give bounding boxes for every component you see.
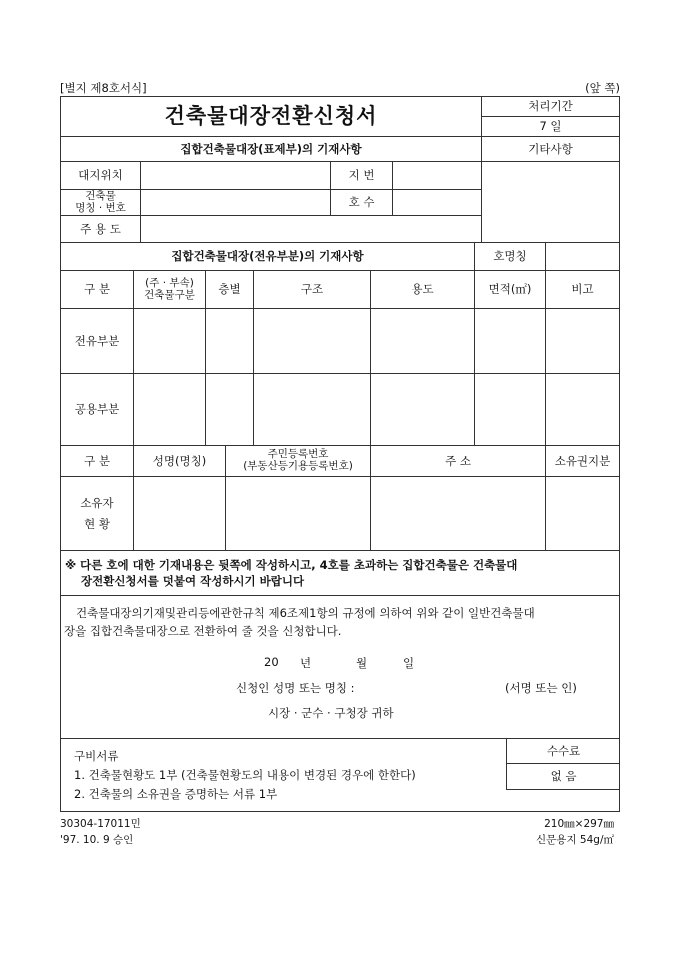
common-type-field[interactable] xyxy=(133,373,206,446)
date-day: 일 xyxy=(403,656,415,670)
owner-col-id xyxy=(225,445,371,477)
main-use-label: 주 용 도 xyxy=(60,215,141,243)
date-month: 월 xyxy=(356,656,368,670)
building-name-field[interactable] xyxy=(140,189,331,216)
unit-name-label: 호명칭 xyxy=(474,242,546,271)
owner-row-label xyxy=(60,476,134,551)
common-floor-field[interactable] xyxy=(205,373,254,446)
applicant-label: 신청인 성명 또는 명칭 : xyxy=(236,681,355,695)
notice xyxy=(60,550,620,596)
common-area-field[interactable] xyxy=(474,373,546,446)
exclusive-structure-field[interactable] xyxy=(253,308,371,374)
common-remarks-field[interactable] xyxy=(545,373,620,446)
addressee: 시장 · 군수 · 구청장 귀하 xyxy=(268,706,394,720)
col-category: 구 분 xyxy=(60,270,134,309)
documents-title: 구비서류 xyxy=(74,749,119,763)
owner-row-label-line2: 현 황 xyxy=(84,516,110,531)
col-floor: 층별 xyxy=(205,270,254,309)
section1-heading: 집합건축물대장(표제부)의 기재사항 xyxy=(60,136,482,162)
col-building-type-line1: (주 · 부속) xyxy=(145,276,194,289)
unit-count-label: 호 수 xyxy=(330,189,393,216)
owner-id-field[interactable] xyxy=(225,476,371,551)
exclusive-use-field[interactable] xyxy=(370,308,475,374)
site-location-field[interactable] xyxy=(140,161,331,190)
building-name-label xyxy=(60,189,141,216)
site-location-label: 대지위치 xyxy=(60,161,141,190)
owner-col-category: 구 분 xyxy=(60,445,134,477)
section2-heading: 집합건축물대장(전유부분)의 기재사항 xyxy=(60,242,475,271)
form-number: [별지 제8호서식] xyxy=(60,81,147,95)
lot-number-label: 지 번 xyxy=(330,161,393,190)
notice-line1: ※ 다른 호에 대한 기재내용은 뒷쪽에 작성하시고, 4호를 초과하는 집합건축물은 건축물대 xyxy=(65,557,518,572)
col-use: 용도 xyxy=(370,270,475,309)
col-structure: 구조 xyxy=(253,270,371,309)
exclusive-floor-field[interactable] xyxy=(205,308,254,374)
owner-col-address: 주 소 xyxy=(370,445,546,477)
statement-line2: 장을 집합건축물대장으로 전환하여 줄 것을 신청합니다. xyxy=(64,624,342,638)
exclusive-type-field[interactable] xyxy=(133,308,206,374)
owner-col-id-line1: 주민등록번호 xyxy=(267,448,329,461)
col-area: 면적(㎡) xyxy=(474,270,546,309)
unit-count-field[interactable] xyxy=(392,189,482,216)
row-exclusive-label: 전유부분 xyxy=(60,308,134,374)
col-building-type-line2: 건축물구분 xyxy=(144,288,195,301)
notice-line2: 장전환신청서를 덧붙여 작성하시기 바랍니다 xyxy=(81,574,305,588)
fee-label: 수수료 xyxy=(506,738,620,764)
etc-label: 기타사항 xyxy=(481,136,620,162)
main-use-field[interactable] xyxy=(140,215,482,243)
owner-col-share: 소유권지분 xyxy=(545,445,620,477)
col-remarks: 비고 xyxy=(545,270,620,309)
exclusive-area-field[interactable] xyxy=(474,308,546,374)
building-name-label-line1: 건축물 xyxy=(85,189,116,202)
date-year-prefix: 20 xyxy=(264,655,279,669)
owner-col-id-line2: (부동산등기용등록번호) xyxy=(243,460,353,472)
building-name-label-line2: 명칭 · 번호 xyxy=(75,201,126,214)
lot-number-field[interactable] xyxy=(392,161,482,190)
form-code: 30304-17011민 xyxy=(60,818,141,830)
paper-size: 210㎜×297㎜ xyxy=(544,818,614,830)
signature-label: (서명 또는 인) xyxy=(505,681,577,695)
common-structure-field[interactable] xyxy=(253,373,371,446)
side-label: (앞 쪽) xyxy=(585,81,620,95)
owner-row-label-line1: 소유자 xyxy=(80,495,114,510)
owner-address-field[interactable] xyxy=(370,476,546,551)
owner-col-name: 성명(명칭) xyxy=(133,445,226,477)
owner-name-field[interactable] xyxy=(133,476,226,551)
document-item: 2. 건축물의 소유권을 증명하는 서류 1부 xyxy=(74,787,278,801)
processing-label: 처리기간 xyxy=(481,96,620,117)
row-common-label: 공용부분 xyxy=(60,373,134,446)
document-item: 1. 건축물현황도 1부 (건축물현황도의 내용이 변경된 경우에 한한다) xyxy=(74,768,416,782)
col-building-type xyxy=(133,270,206,309)
date-year: 년 xyxy=(300,656,312,670)
unit-name-field[interactable] xyxy=(545,242,620,271)
exclusive-remarks-field[interactable] xyxy=(545,308,620,374)
statement-line1: 건축물대장의기재및관리등에관한규칙 제6조제1항의 규정에 의하여 위와 같이 일반건축물대 xyxy=(76,606,535,620)
form-title: 건축물대장전환신청서 xyxy=(60,96,482,137)
etc-field[interactable] xyxy=(481,161,620,243)
approval-date: '97. 10. 9 승인 xyxy=(60,834,134,846)
paper-type: 신문용지 54g/㎡ xyxy=(536,834,614,846)
processing-value: 7 일 xyxy=(481,116,620,137)
fee-value: 없 음 xyxy=(506,763,620,790)
owner-share-field[interactable] xyxy=(545,476,620,551)
common-use-field[interactable] xyxy=(370,373,475,446)
